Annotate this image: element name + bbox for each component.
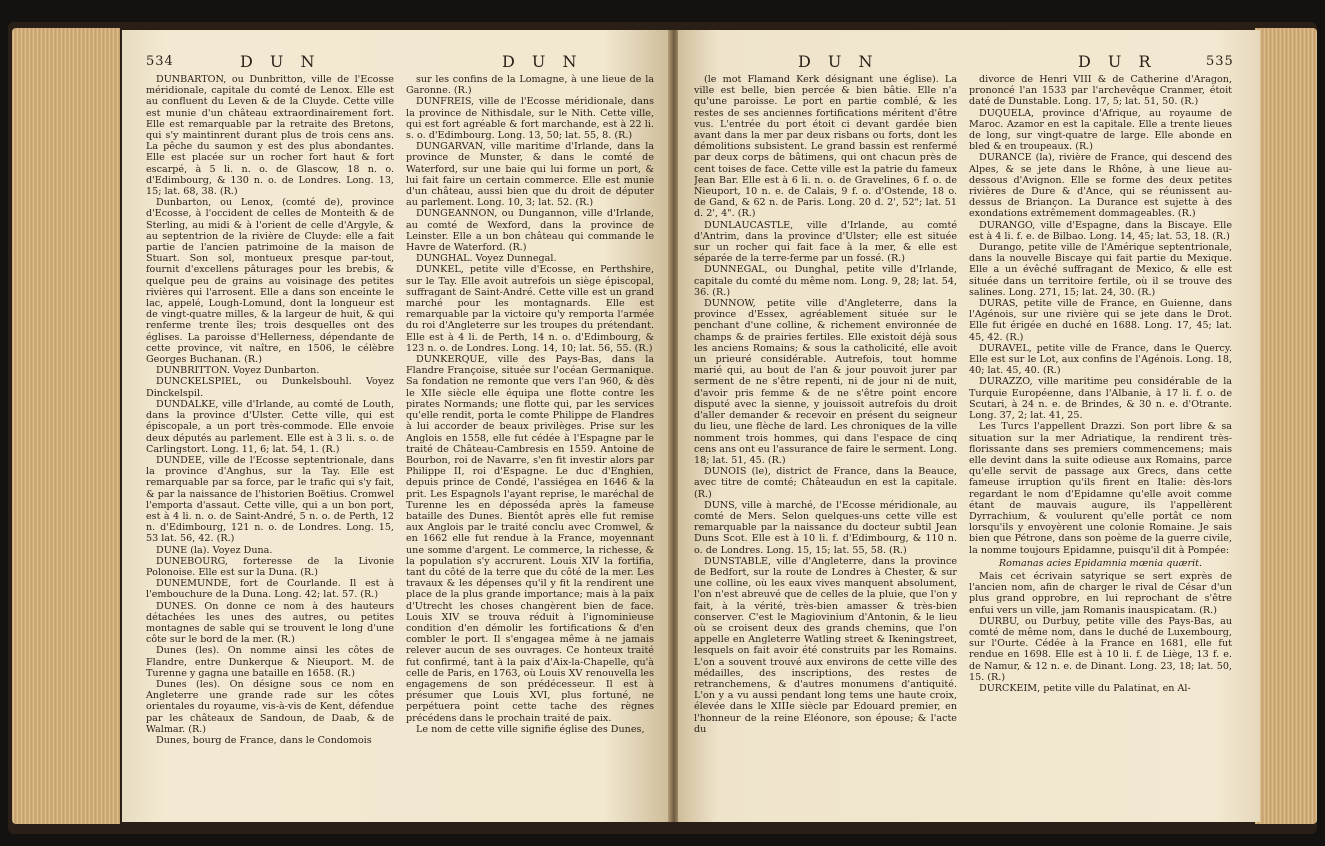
dictionary-entry: Durango, petite ville de l'Amérique septentrionale, dans la nouvelle Biscaye qui fait partie du Mexique. Elle a un évêché suffragant de Mexico, & elle est située dans un territoire fertile, où il se trouve des salines. Long. 271, 15; lat. 24, 30. (R.): [969, 242, 1232, 298]
right-page-columns: [694, 74, 1232, 822]
dictionary-entry: Les Turcs l'appellent Drazzi. Son port libre & sa situation sur la mer Adriatique, la rendirent très-florissante dans ses premiers commencemens; mais elle devint dans la suite odieuse aux Romains, parce qu'elle servit de passage aux Grecs, dans cette fameuse irruption qu'ils firent en Italie: dès-lors regardant le nom d'Epidamne qu'elle avoit comme étant de mauvais augure, ils l'appellèrent Dyrrachium, & voulurent qu'elle portât ce nom lorsqu'ils y envoyèrent une colonie Romaine. Je sais bien que Pétrone, dans son poème de la guerre civile, la nomme toujours Epidamne, puisqu'il dit à Pompée:: [969, 421, 1232, 556]
dictionary-entry: DUNKEL, petite ville d'Ecosse, en Perthshire, sur le Tay. Elle avoit autrefois un siège épiscopal, suffragant de Saint-André. Cette ville est un grand marché pour les montagnards. Elle est remarquable par la victoire qu'y remporta l'armée du roi d'Angleterre sur les troupes du prétendant. Elle est à 4 li. de Perth, 14 n. o. d'Edimbourg, & 123 n. o. de Londres. Long. 14, 10; lat. 56, 55. (R.): [406, 264, 654, 354]
left-column-1: [146, 74, 394, 822]
dictionary-entry: DURBU, ou Durbuy, petite ville des Pays-Bas, au comté de même nom, dans le duché de Luxembourg, sur l'Ourte. Cédée à la France en 1681, elle fut rendue en 1698. Elle est à 10 li. f. de Liège, 13 f. e. de Namur, & 12 n. e. de Dinant. Long. 23, 18; lat. 50, 15. (R.): [969, 615, 1232, 683]
right-column-2: [969, 74, 1232, 822]
dictionary-entry: DUNKERQUE, ville des Pays-Bas, dans la Flandre Françoise, située sur l'océan Germanique. Sa fondation ne remonte que vers l'an 960, & dès le XIIe siècle elle équipa une flotte contre les pirates Normands; une flotte qui, par les services qu'elle rendit, porta le comte Philippe de Flandres à lui accorder de beaux privilèges. Prise sur les Anglois en 1558, elle fut cédée à l'Espagne par le traité de Château-Cambresis en 1559. Antoine de Bourbon, roi de Navarre, s'en fit investir alors par Philippe II, roi d'Espagne. Le duc d'Enghien, depuis prince de Condé, l'assiégea en 1646 & la prit. Les Espagnols l'ayant reprise, le maréchal de Turenne les en dépossédа après la fameuse bataille des Dunes. Bientôt après elle fut remise aux Anglois par le traité conclu avec Cromwel, & en 1662 elle fut rendue à la France, moyennant une somme d'argent. Le commerce, la richesse, & la population s'y accrurent. Louis XIV la fortifia, tant du côté de la terre que du côté de la mer. Les travaux & les dépenses qu'il y fit la rendirent une place de la plus grande importance; mais à la paix d'Utrecht les choses changèrent bien de face. Louis XIV se trouva réduit à l'ignominieuse condition d'en démolir les fortifications & d'en combler le port. Il s'engagea même à ne jamais relever aucun de ses ouvrages. Ce honteux traité fut confirmé, tant à la paix d'Aix-la-Chapelle, qu'à celle de Paris, en 1763, où Louis XV renouvella les engagemens de son prédécesseur. Il est à présumer que Louis XVI, plus fortuné, ne perpétuera point cette tache des règnes précédens dans le prochain traité de paix.: [406, 354, 654, 724]
dictionary-entry: DURAS, petite ville de France, en Guienne, dans l'Agénois, sur une rivière qui se jete dans le Drot. Elle fut érigée en duché en 1688. Long. 17, 45; lat. 45, 42. (R.): [969, 298, 1232, 343]
fore-edge-right: [1255, 28, 1317, 824]
right-page-number: 535: [1206, 54, 1234, 69]
left-page-header: [122, 52, 670, 74]
dictionary-entry: DUNEMUNDE, fort de Courlande. Il est à l'embouchure de la Duna. Long. 42; lat. 57. (R.): [146, 578, 394, 601]
right-page: [678, 30, 1260, 822]
dictionary-entry: DURANCE (la), rivière de France, qui descend des Alpes, & se jete dans le Rhône, à une lieue au-dessous d'Avignon. Elle se forme des deux petites rivières de Dure & d'Ance, qui se réunissent au-dessus de Briançon. La Durance est sujette à des exondations extrêmement dommageables. (R.): [969, 152, 1232, 220]
dictionary-entry: DUNOIS (le), district de France, dans la Beauce, avec titre de comté; Châteaudun en est la capitale. (R.): [694, 466, 957, 500]
right-column-1: [694, 74, 957, 822]
dictionary-entry: Dunes (les). On désigne sous ce nom en Angleterre une grande rade sur les côtes orientales du royaume, vis-à-vis de Kent, défendue par les châteaux de Sandoun, de Daab, & de Walmar. (R.): [146, 678, 394, 735]
fore-edge-left: [12, 28, 120, 824]
dictionary-entry: DUNDALKE, ville d'Irlande, au comté de Louth, dans la province d'Ulster. Cette ville, qui est épiscopale, a un port très-commode. Elle envoie deux députés au parlement. Elle est à 3 li. s. o. de Carlingstort. Long. 11, 6; lat. 54, 1. (R.): [146, 398, 394, 455]
dictionary-entry: DURAZZO, ville maritime peu considérable de la Turquie Européenne, dans l'Albanie, à 17 li. f. o. de Scutari, à 24 n. e. de Brindes, & 30 n. e. d'Otrante. Long. 37, 2; lat. 41, 25.: [969, 376, 1232, 422]
dictionary-entry: DUNNOW, petite ville d'Angleterre, dans la province d'Essex, agréablement située sur le penchant d'une colline, & richement environnée de champs & de prairies fertiles. Elle existoit déjà sous les anciens Romains; & sous la catholicité, elle avoit un prieuré considérable. Autrefois, tout homme marié qui, au bout de l'an & jour pouvoit jurer par serment de ne s'être repenti, ni de jour ni de nuit, d'avoir pris femme & de ne s'être point encore disputé avec la sienne, y jouissoit autrefois du droit d'aller demander & recevoir en présent du seigneur du lieu, une flèche de lard. Les chroniques de la ville nomment trois hommes, qui dans l'espace de cinq cens ans ont eu l'assurance de faire le serment. Long. 18; lat. 51, 45. (R.): [694, 298, 957, 466]
dictionary-entry: Dunes (les). On nomme ainsi les côtes de Flandre, entre Dunkerque & Nieuport. M. de Turenne y gagna une bataille en 1658. (R.): [146, 645, 394, 679]
left-column-2: [406, 74, 654, 822]
dictionary-entry: sur les confins de la Lomagne, à une lieue de la Garonne. (R.): [406, 74, 654, 97]
dictionary-entry: DURANGO, ville d'Espagne, dans la Biscaye. Elle est à 4 li. f. e. de Bilbao. Long. 14, 45; lat. 53, 18. (R.): [969, 219, 1232, 242]
dictionary-entry: DUQUELA, province d'Afrique, au royaume de Maroc. Azamor en est la capitale. Elle a trente lieues de long, sur vingt-quatre de large. Elle abonde en bled & en troupeaux. (R.): [969, 107, 1232, 153]
dictionary-entry: DUNCKELSPIEL, ou Dunkelsbouhl. Voyez Dinckelspil.: [146, 376, 394, 399]
left-page: [122, 30, 670, 822]
left-page-columns: [146, 74, 654, 822]
left-page-number: 534: [146, 54, 174, 69]
dictionary-entry: DUNEBOURG, forteresse de la Livonie Polonoise. Elle est sur la Duna. (R.): [146, 555, 394, 578]
dictionary-entry: DUNNEGAL, ou Dunghal, petite ville d'Irlande, capitale du comté du même nom. Long. 9, 28; lat. 54, 36. (R.): [694, 264, 957, 298]
dictionary-entry: DUNDEE, ville de l'Ecosse septentrionale, dans la province d'Anghus, sur la Tay. Elle est remarquable par sa force, par le trafic qui s'y fait, & par la naissance de l'historien Boëtius. Cromwel l'emporta d'assaut. Cette ville, qui a un bon port, est à 4 li. n. o. de Saint-André, 5 n. o. de Perth, 12 n. d'Edimbourg, 121 n. o. de Londres. Long. 15, 53 lat. 56, 42. (R.): [146, 454, 394, 545]
dictionary-entry: Dunbarton, ou Lenox, (comté de), province d'Ecosse, à l'occident de celles de Monteith & de Sterling, au midi & à l'orient de celle d'Argyle, & au septentrion de la rivière de Cluyde: elle a fait partie de l'ancien patrimoine de la maison de Stuart. Son sol, montueux presque par-tout, fournit d'excellens pâturages pour les brebis, & quelque peu de grains au voisinage des petites rivières qui l'arrosent. Elle a dans son enceinte le lac, appelé, Lough-Lomund, dont la longueur est de vingt-quatre milles, & la largeur de huit, & qui renferme trente îles; trois desquelles ont des églises. La paroisse d'Hellerness, dépendante de cette province, vit naître, en 1506, le célèbre Georges Buchanan. (R.): [146, 197, 394, 366]
dictionary-entry: DUNFREIS, ville de l'Ecosse méridionale, dans la province de Nithisdale, sur le Nith. Cette ville, qui est fort agréable & fort marchande, est à 22 li. s. o. d'Edimbourg. Long. 13, 50; lat. 55, 8. (R.): [406, 96, 654, 142]
right-running-head-2: D U R: [1078, 52, 1157, 71]
right-page-header: [678, 52, 1260, 74]
dictionary-entry: DUNS, ville à marché, de l'Ecosse méridionale, au comté de Mers. Selon quelques-uns cette ville est remarquable par la naissance du docteur subtil Jean Duns Scot. Elle est à 10 li. f. d'Edimbourg, & 110 n. o. de Londres. Long. 15, 15; lat. 55, 58. (R.): [694, 499, 957, 556]
dictionary-entry: Dunes, bourg de France, dans le Condomois: [156, 734, 372, 746]
dictionary-entry: DUNSTABLE, ville d'Angleterre, dans la province de Bedfort, sur la route de Londres à Chester, & sur une colline, où les eaux vives manquent absolument, l'on n'est abreuvé que de celles de la pluie, que l'on y fait, à la vérité, très-bien amasser & très-bien conserver. C'est le Magiovinium d'Antonin, & le lieu où se croisent deux des grands chemins, que l'on appelle en Angleterre Watling street & Ikeningstreet, lesquels on fait avoir été construits par les Romains. L'on a souvent trouvé aux environs de cette ville des médailles, des inscriptions, des restes de retranchemens, & d'autres monumens d'antiquité. L'on y a vu aussi pendant long tems une haute croix, élevée dans le XIIIe siècle par Edouard premier, en l'honneur de la reine Eléonore, son épouse; & l'acte du: [694, 555, 957, 735]
dictionary-entry: DUNBRITTON. Voyez Dunbarton.: [156, 365, 320, 377]
left-running-head-2: D U N: [502, 52, 583, 71]
left-running-head-1: D U N: [240, 52, 321, 71]
dictionary-entry: DUNE (la). Voyez Duna.: [156, 544, 273, 556]
dictionary-entry: DURAVEL, petite ville de France, dans le Quercy. Elle est sur le Lot, aux confins de l'Agénois. Long. 18, 40; lat. 45, 40. (R.): [969, 342, 1232, 377]
dictionary-entry: DUNES. On donne ce nom à des hauteurs détachées les unes des autres, ou petites montagnes de sable qui se trouvent le long d'une côte sur le bord de la mer. (R.): [146, 600, 394, 646]
dictionary-entry: DUNGEANNON, ou Dungannon, ville d'Irlande, au comté de Wexford, dans la province de Leinster. Elle a un bon château qui commande le Havre de Waterford. (R.): [406, 208, 654, 254]
dictionary-entry: DURCKEIM, petite ville du Palatinat, en Al-: [979, 682, 1191, 694]
dictionary-entry: Romanas acies Epidamnia mœnia quærit.: [998, 557, 1203, 569]
dictionary-entry: DUNBARTON, ou Dunbritton, ville de l'Ecosse méridionale, capitale du comté de Lenox. Elle est au confluent du Leven & de la Cluyde. Cette ville est munie d'un château extraordinairement fort. Elle est remarquable par la retraite des Bretons, qui s'y maintinrent durant plus de trois cens ans. La pêche du saumon y est des plus abondantes. Elle est placée sur un rocher fort haut & fort escarpé, à 5 li. n. o. de Glascow, 18 n. o. d'Edimbourg, & 130 n. o. de Londres. Long. 13, 15; lat. 68, 38. (R.): [146, 74, 394, 198]
dictionary-entry: divorce de Henri VIII & de Catherine d'Aragon, prononcé l'an 1533 par l'archevêque Cranmer, étoit daté de Dunstable. Long. 17, 5; lat. 51, 50. (R.): [969, 74, 1232, 108]
dictionary-entry: DUNGARVAN, ville maritime d'Irlande, dans la province de Munster, & dans le comté de Waterford, sur une baie qui lui forme un port, & lui fait faire un certain commerce. Elle est munie d'un château, aussi bien que du droit de députer au parlement. Long. 10, 3; lat. 52. (R.): [406, 141, 654, 209]
dictionary-entry: DUNGHAL. Voyez Dunnegal.: [416, 253, 557, 265]
right-running-head-1: D U N: [798, 52, 879, 71]
dictionary-entry: (le mot Flamand Kerk désignant une église). La ville est belle, bien percée & bien bâtie. Elle n'a qu'une paroisse. Le port en partie comblé, & les restes de ses anciennes fortifications méritent d'être vus. L'entrée du port étoit ci devant gardée bien avant dans la mer par deux risbans ou forts, dont les démolitions subsistent. Le grand bassin est renfermé par deux corps de bâtimens, qui ont chacun près de cent toises de face. Cette ville est la patrie du fameux Jean Bar. Elle est à 6 li. n. o. de Gravelines, 6 f. o. de Nieuport, 10 n. e. de Calais, 9 f. o. d'Ostende, 18 o. de Gand, & 62 n. de Paris. Long. 20 d. 2', 52"; lat. 51 d. 2', 4". (R.): [694, 74, 957, 220]
dictionary-entry: Mais cet écrivain satyrique se sert exprès de l'ancien nom, afin de charger le rival de César d'un plus grand opprobre, en lui reprochant de s'être enfui vers un ville, jam Romanis inauspicatam. (R.): [969, 570, 1232, 616]
dictionary-entry: Le nom de cette ville signifie église des Dunes,: [416, 723, 645, 735]
dictionary-entry: DUNLAUCASTLE, ville d'Irlande, au comté d'Antrim, dans la province d'Ulster; elle est située sur un rocher qui fait face à la mer, & elle est séparée de la terre-ferme par un fossé. (R.): [694, 219, 957, 265]
